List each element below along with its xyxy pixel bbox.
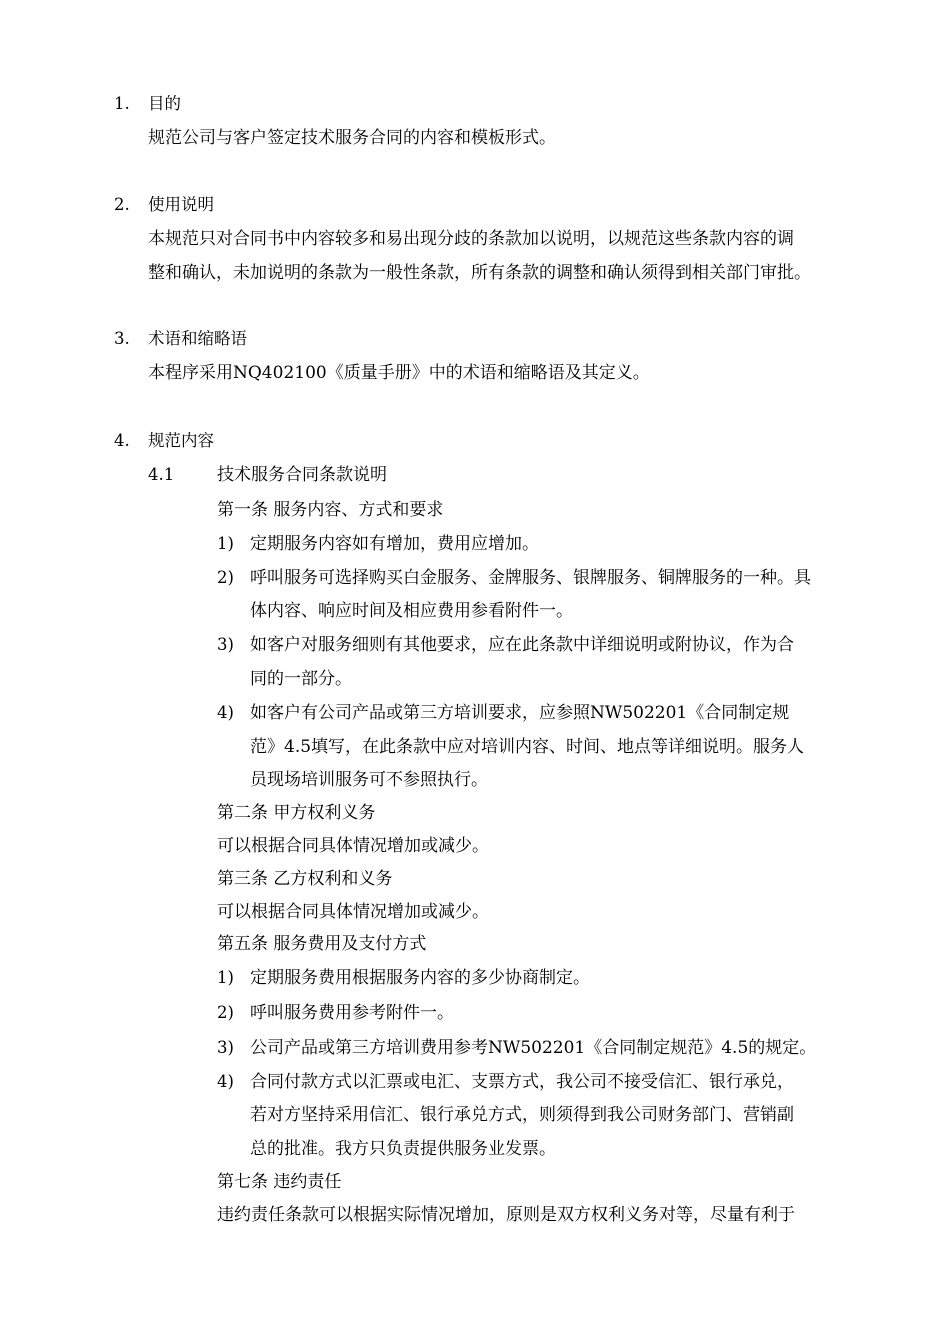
list-item-line: 定期服务费用根据服务内容的多少协商制定。 [250, 968, 590, 988]
section-number: 1. [114, 94, 130, 113]
section-number: 3. [114, 329, 130, 348]
paragraph-line: 本规范只对合同书中内容较多和易出现分歧的条款加以说明，以规范这些条款内容的调 [148, 229, 794, 249]
section-heading: 规范内容 [148, 431, 214, 450]
list-item-line: 呼叫服务费用参考附件一。 [250, 1003, 454, 1023]
section-number: 2. [114, 195, 130, 214]
article-heading: 第七条 违约责任 [217, 1172, 342, 1192]
article-heading: 第五条 服务费用及支付方式 [217, 934, 427, 954]
subsection-heading: 技术服务合同条款说明 [217, 465, 387, 485]
list-item-line: 呼叫服务可选择购买白金服务、金牌服务、银牌服务、铜牌服务的一种。具 [250, 568, 811, 588]
list-item-number: 3) [217, 1038, 234, 1057]
section-number: 4. [114, 431, 130, 450]
paragraph-line: 可以根据合同具体情况增加或减少。 [217, 836, 489, 856]
list-item-line: 员现场培训服务可不参照执行。 [250, 770, 488, 790]
list-item-line: 体内容、响应时间及相应费用参看附件一。 [250, 601, 573, 621]
paragraph-line: 本程序采用NQ402100《质量手册》中的术语和缩略语及其定义。 [148, 363, 650, 383]
article-heading: 第三条 乙方权利和义务 [217, 869, 393, 889]
list-item-line: 若对方坚持采用信汇、银行承兑方式，则须得到我公司财务部门、营销副 [250, 1105, 794, 1125]
list-item-number: 3) [217, 635, 234, 654]
list-item-line: 范》4.5填写，在此条款中应对培训内容、时间、地点等详细说明。服务人 [250, 737, 805, 757]
section-heading: 使用说明 [148, 195, 214, 214]
subsection-number: 4.1 [148, 465, 175, 484]
list-item-line: 合同付款方式以汇票或电汇、支票方式，我公司不接受信汇、银行承兑， [250, 1072, 794, 1092]
section-heading: 术语和缩略语 [148, 329, 247, 348]
list-item-line: 同的一部分。 [250, 669, 352, 689]
paragraph-line: 违约责任条款可以根据实际情况增加，原则是双方权利义务对等，尽量有利于 [217, 1205, 795, 1225]
list-item-number: 4) [217, 1072, 234, 1091]
paragraph-line: 整和确认，未加说明的条款为一般性条款，所有条款的调整和确认须得到相关部门审批。 [148, 263, 811, 283]
list-item-number: 1) [217, 968, 234, 987]
section-heading: 目的 [148, 94, 181, 113]
article-heading: 第一条 服务内容、方式和要求 [217, 500, 444, 520]
list-item-line: 如客户对服务细则有其他要求，应在此条款中详细说明或附协议，作为合 [250, 635, 794, 655]
paragraph-line: 规范公司与客户签定技术服务合同的内容和模板形式。 [148, 128, 556, 148]
list-item-line: 公司产品或第三方培训费用参考NW502201《合同制定规范》4.5的规定。 [250, 1038, 817, 1058]
article-heading: 第二条 甲方权利义务 [217, 803, 376, 823]
list-item-line: 如客户有公司产品或第三方培训要求，应参照NW502201《合同制定规 [250, 703, 790, 723]
list-item-number: 4) [217, 703, 234, 722]
list-item-number: 2) [217, 1003, 234, 1022]
paragraph-line: 可以根据合同具体情况增加或减少。 [217, 902, 489, 922]
list-item-line: 定期服务内容如有增加，费用应增加。 [250, 534, 539, 554]
list-item-line: 总的批准。我方只负责提供服务业发票。 [250, 1139, 556, 1159]
list-item-number: 2) [217, 568, 234, 587]
list-item-number: 1) [217, 534, 234, 553]
